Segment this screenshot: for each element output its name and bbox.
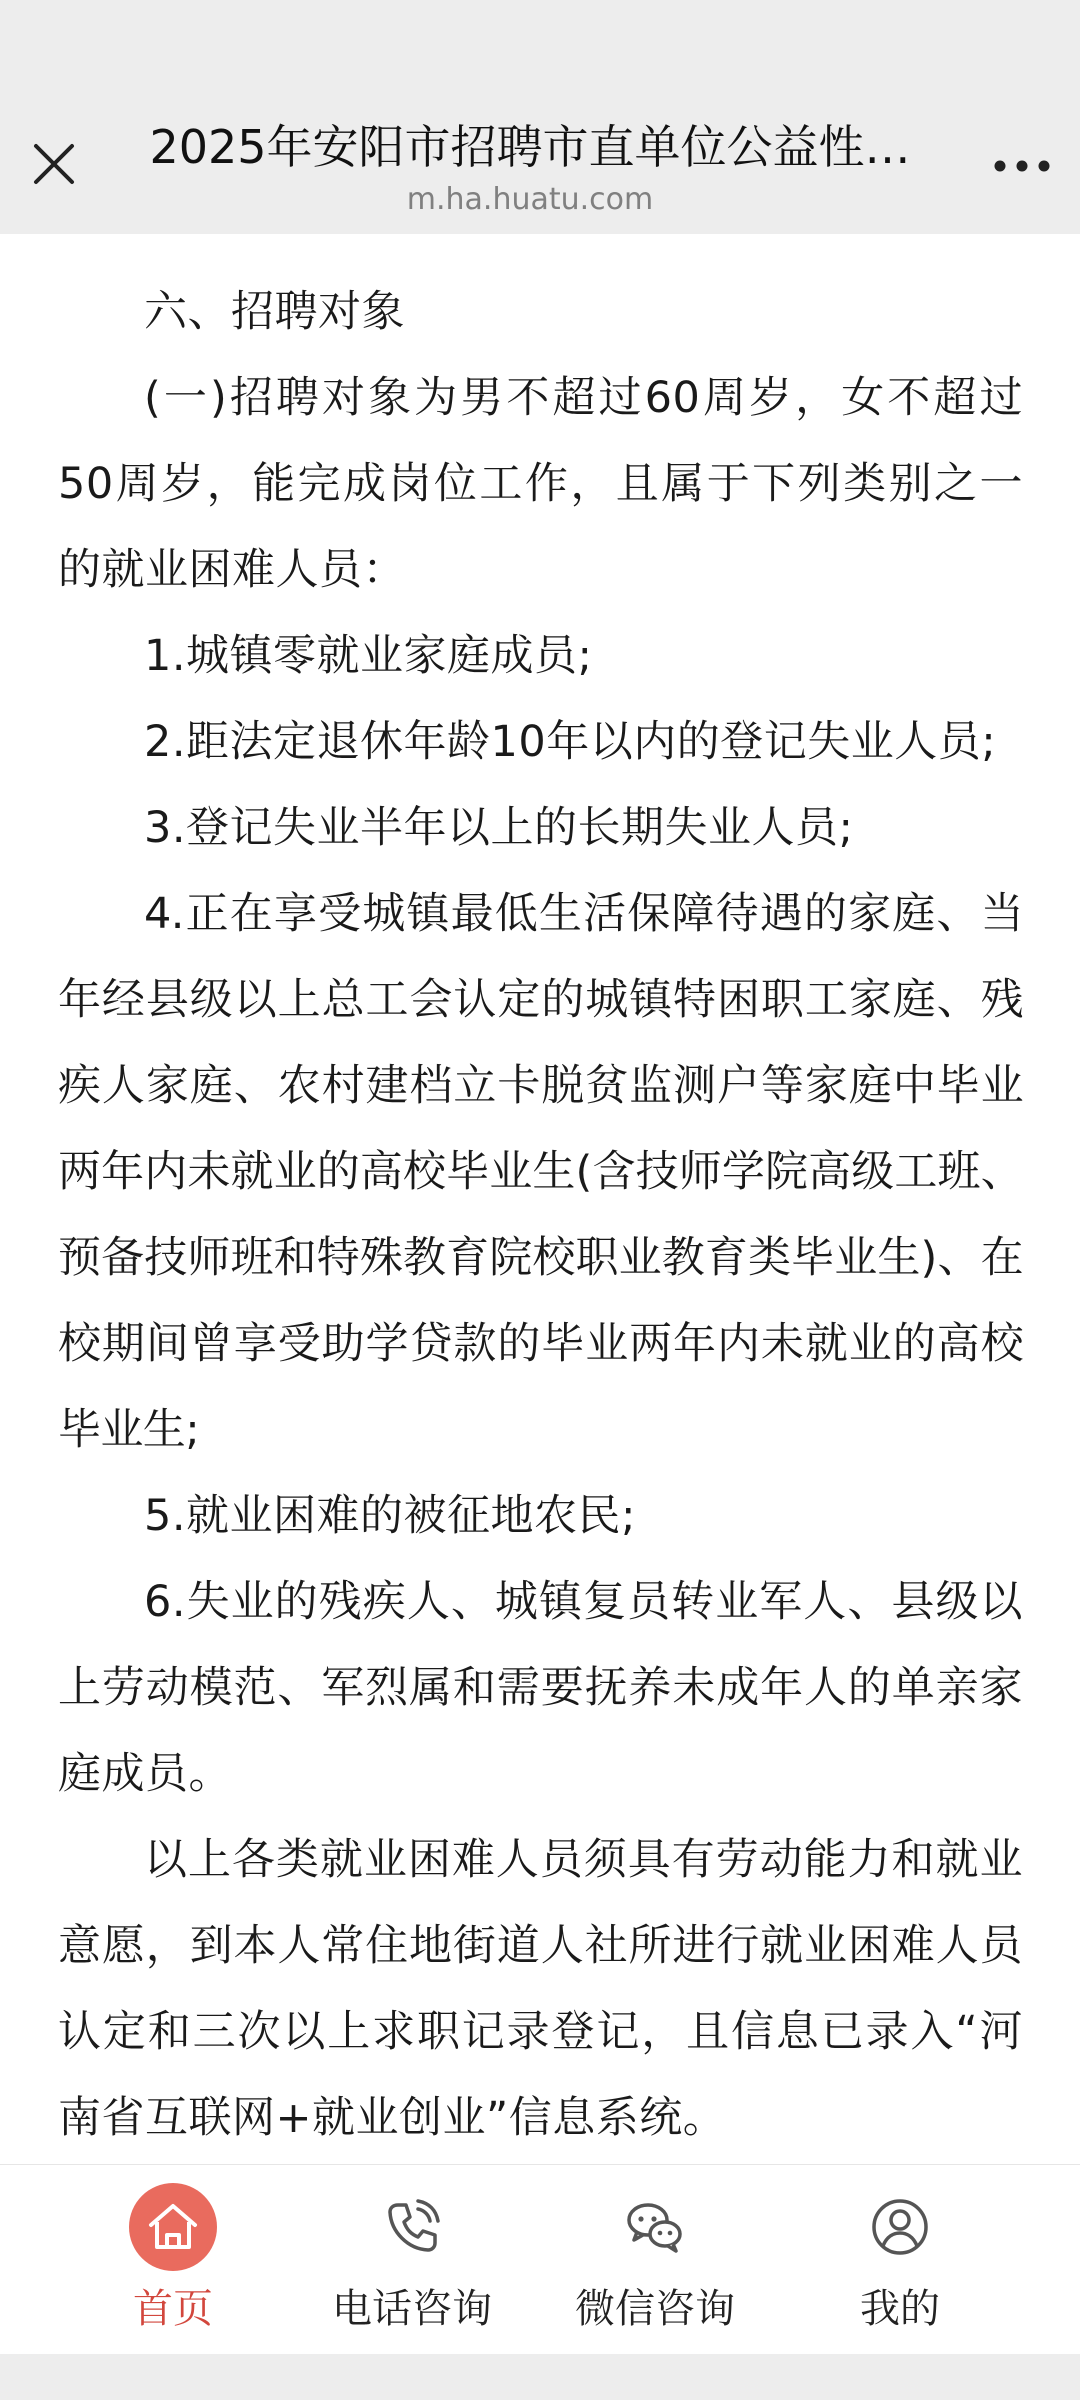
system-bottom-strip (0, 2354, 1080, 2400)
article-content[interactable] (0, 234, 1080, 2164)
nav-home-label: 首页 (133, 2286, 213, 2332)
close-icon (22, 132, 86, 196)
more-dots-icon (990, 140, 1054, 192)
article-paragraph: 6.失业的残疾人、城镇复员转业军人、县级以上劳动模范、军烈属和需要抚养未成年人的单亲家庭成员。 (58, 1577, 1023, 1799)
article-paragraph: 2.距法定退休年龄10年以内的登记失业人员; (144, 717, 997, 767)
nav-phone[interactable] (292, 2183, 532, 2333)
home-icon (129, 2183, 217, 2271)
title-block (140, 118, 920, 218)
nav-wechat[interactable] (535, 2183, 775, 2333)
article-paragraph: (一)招聘对象为男不超过60周岁，女不超过50周岁，能完成岗位工作，且属于下列类别之一的就业困难人员： (58, 373, 1023, 595)
section-heading: 六、招聘对象 (144, 287, 405, 337)
article-paragraph: 以上各类就业困难人员须具有劳动能力和就业意愿，到本人常住地街道人社所进行就业困难人员认定和三次以上求职记录登记，且信息已录入“河南省互联网+就业创业”信息系统。 (58, 1835, 1023, 2143)
nav-wechat-label: 微信咨询 (575, 2286, 735, 2332)
nav-mine-label: 我的 (860, 2286, 940, 2332)
phone-icon (368, 2183, 456, 2271)
bottom-nav (0, 2164, 1080, 2355)
article-paragraph: 1.城镇零就业家庭成员; (144, 631, 593, 681)
article-body (58, 269, 1023, 2161)
wechat-icon (611, 2183, 699, 2271)
page-title: 2025年安阳市招聘市直单位公益性… (149, 120, 911, 174)
more-button[interactable] (990, 140, 1054, 192)
article-paragraph: 5.就业困难的被征地农民; (144, 1491, 637, 1541)
page-url: m.ha.huatu.com (406, 182, 654, 217)
top-bar (0, 0, 1080, 234)
article-paragraph: 4.正在享受城镇最低生活保障待遇的家庭、当年经县级以上总工会认定的城镇特困职工家庭、残疾人家庭、农村建档立卡脱贫监测户等家庭中毕业两年内未就业的高校毕业生(含技师学院高级工班、预备技师班和特殊教育院校职业教育类毕业生)、在校期间曾享受助学贷款的毕业两年内未就业的高校毕业生; (58, 889, 1023, 1455)
user-icon (856, 2183, 944, 2271)
nav-mine[interactable] (780, 2183, 1020, 2333)
article-paragraph: 3.登记失业半年以上的长期失业人员; (144, 803, 854, 853)
nav-home[interactable] (53, 2183, 293, 2333)
close-button[interactable] (22, 132, 86, 196)
nav-phone-label: 电话咨询 (332, 2286, 492, 2332)
